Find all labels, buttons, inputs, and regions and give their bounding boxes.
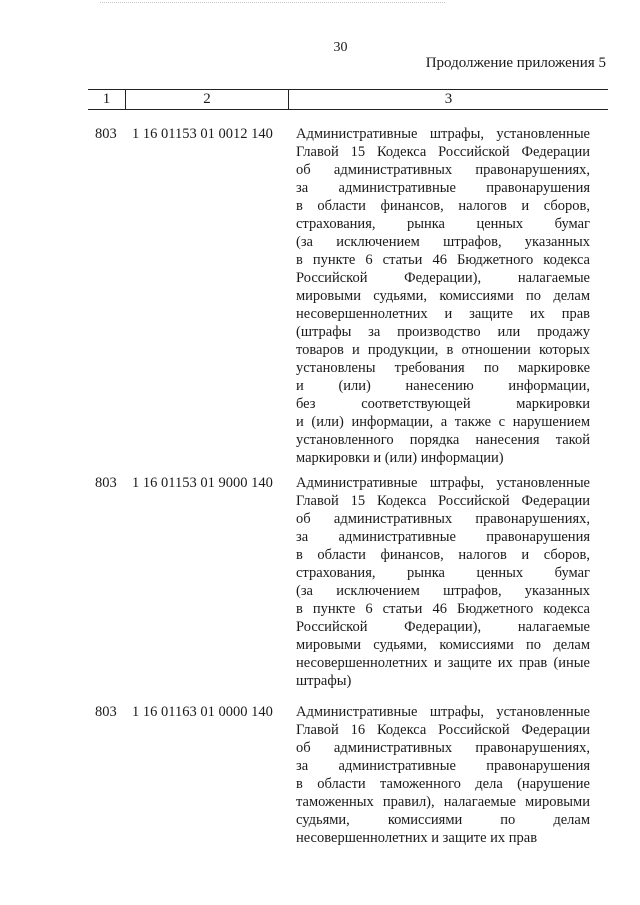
description-line: несовершеннолетних и защите их прав (296, 306, 590, 322)
description-line: без соответствующей маркировки (296, 396, 590, 412)
description-line: за административные правонарушения (296, 758, 590, 774)
description-line: таможенных правил), налагаемые мировыми (296, 794, 590, 810)
description-line: об административных правонарушениях, (296, 162, 590, 178)
description-line: (штрафы за производство или продажу (296, 324, 590, 340)
description-line: Главой 16 Кодекса Российской Федерации (296, 722, 590, 738)
description-line: Российской Федерации), налагаемые (296, 270, 590, 286)
description-line: Главой 15 Кодекса Российской Федерации (296, 493, 590, 509)
budget-code-cell: 1 16 01153 01 0012 140 (132, 126, 273, 142)
description-line: за административные правонарушения (296, 180, 590, 196)
description-cell (296, 703, 590, 847)
admin-code-cell: 803 (95, 475, 117, 491)
description-line: мировыми судьями, комиссиями по делам (296, 288, 590, 304)
description-line: за административные правонарушения (296, 529, 590, 545)
description-line: об административных правонарушениях, (296, 511, 590, 527)
column-header-3: 3 (444, 91, 453, 107)
appendix-continuation-note: Продолжение приложения 5 (425, 55, 606, 71)
description-line: товаров и продукции, в отношении которых (296, 342, 590, 358)
admin-code-cell: 803 (95, 126, 117, 142)
description-line: в пункте 6 статьи 46 Бюджетного кодекса (296, 601, 590, 617)
description-line: и (или) информации, а также с нарушением (296, 414, 590, 430)
description-line: (за исключением штрафов, указанных (296, 234, 590, 250)
description-line: Главой 15 Кодекса Российской Федерации (296, 144, 590, 160)
description-line: мировыми судьями, комиссиями по делам (296, 637, 590, 653)
description-line: в области таможенного дела (нарушение (296, 776, 590, 792)
column-header-1: 1 (88, 90, 126, 109)
description-cell (296, 474, 590, 690)
description-line: Административные штрафы, установленные (296, 475, 590, 491)
description-line: несовершеннолетних и защите их прав (иные (296, 655, 590, 671)
description-line: об административных правонарушениях, (296, 740, 590, 756)
budget-code-cell: 1 16 01163 01 0000 140 (132, 704, 273, 720)
description-line: в области финансов, налогов и сборов, (296, 547, 590, 563)
description-line: установленного порядка нанесения такой (296, 432, 590, 448)
description-line: и (или) нанесению информации, (296, 378, 590, 394)
description-line: Административные штрафы, установленные (296, 126, 590, 142)
description-line: Российской Федерации), налагаемые (296, 619, 590, 635)
description-line: несовершеннолетних и защите их прав (296, 830, 538, 846)
description-line: в области финансов, налогов и сборов, (296, 198, 590, 214)
admin-code-cell: 803 (95, 704, 117, 720)
table-column-header-row (88, 89, 608, 110)
column-header-2: 2 (126, 90, 289, 109)
description-line: страхования, рынка ценных бумаг (296, 565, 590, 581)
description-cell (296, 125, 590, 467)
budget-code-cell: 1 16 01153 01 9000 140 (132, 475, 273, 491)
description-line: штрафы) (296, 673, 352, 689)
page-number: 30 (333, 40, 348, 55)
description-line: (за исключением штрафов, указанных (296, 583, 590, 599)
description-line: в пункте 6 статьи 46 Бюджетного кодекса (296, 252, 590, 268)
description-line: Административные штрафы, установленные (296, 704, 590, 720)
description-line: судьями, комиссиями по делам (296, 812, 590, 828)
scan-edge-mark (100, 2, 445, 4)
description-line: маркировки и (или) информации) (296, 450, 504, 466)
description-line: страхования, рынка ценных бумаг (296, 216, 590, 232)
description-line: установлены требования по маркировке (296, 360, 590, 376)
